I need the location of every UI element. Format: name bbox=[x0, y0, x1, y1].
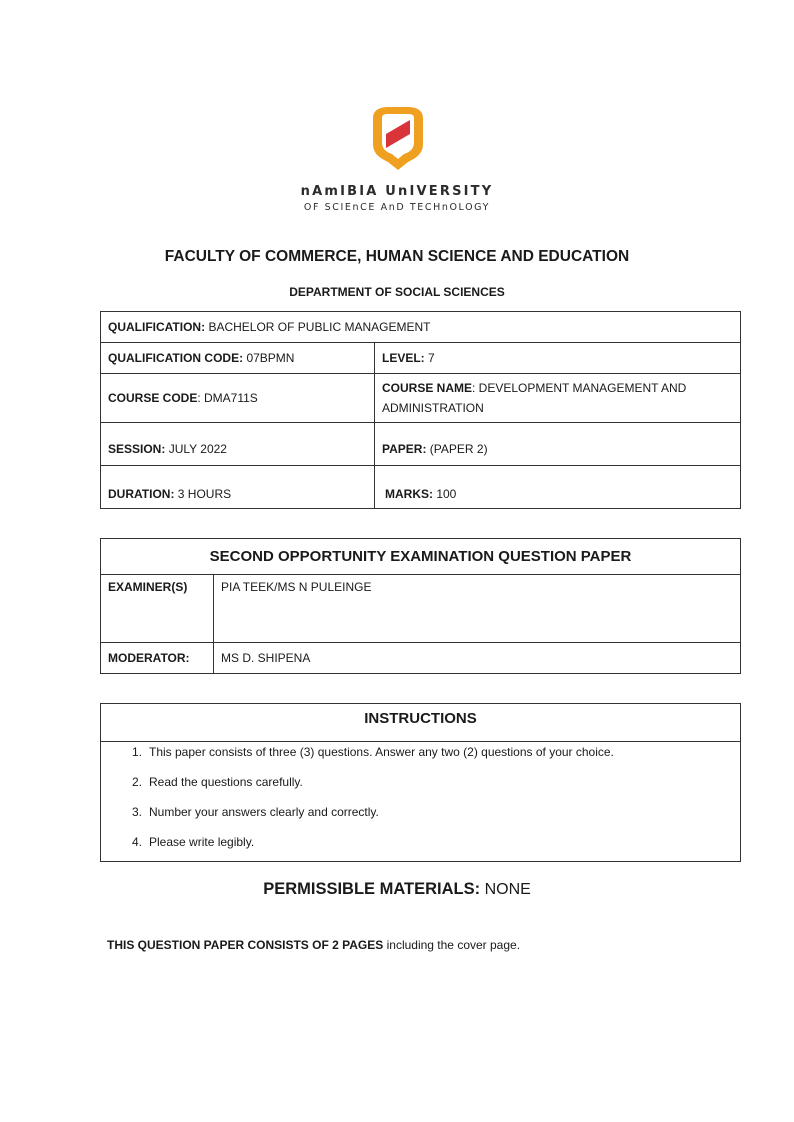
duration-value: 3 HOURS bbox=[174, 487, 232, 501]
course-code-cell bbox=[101, 374, 375, 423]
page-count-bold: THIS QUESTION PAPER CONSISTS OF 2 PAGES bbox=[107, 938, 384, 952]
instruction-number: 4. bbox=[131, 835, 142, 849]
qualification-code-value: 07BPMN bbox=[243, 351, 295, 365]
instruction-text: Read the questions carefully. bbox=[149, 775, 303, 789]
qualification-code-label: QUALIFICATION CODE: bbox=[108, 351, 244, 365]
instructions-box bbox=[100, 703, 741, 862]
instruction-number: 2. bbox=[131, 775, 142, 789]
instruction-item bbox=[101, 772, 740, 802]
session-label: SESSION: bbox=[108, 442, 166, 456]
course-code-value: : DMA711S bbox=[197, 391, 258, 405]
university-logo bbox=[370, 104, 426, 172]
paper-cell bbox=[375, 423, 741, 466]
level-value: 7 bbox=[424, 351, 435, 365]
exam-title: SECOND OPPORTUNITY EXAMINATION QUESTION PAPER bbox=[101, 539, 741, 575]
session-cell bbox=[101, 423, 375, 466]
instruction-item bbox=[101, 832, 740, 862]
duration-label: DURATION: bbox=[108, 487, 175, 501]
instruction-item bbox=[101, 742, 740, 772]
permissible-value: NONE bbox=[480, 881, 531, 898]
course-name-label: COURSE NAME bbox=[382, 381, 473, 395]
instruction-number: 3. bbox=[131, 805, 142, 819]
examiners-value: PIA TEEK/MS N PULEINGE bbox=[214, 575, 741, 643]
examiners-label: EXAMINER(S) bbox=[101, 575, 214, 643]
marks-label: MARKS: bbox=[385, 487, 433, 501]
moderator-label: MODERATOR: bbox=[101, 643, 214, 674]
instruction-text: Number your answers clearly and correctly. bbox=[149, 805, 379, 819]
course-info-table bbox=[100, 311, 741, 509]
marks-value: 100 bbox=[433, 487, 457, 501]
instructions-list bbox=[101, 742, 740, 862]
paper-label: PAPER: bbox=[382, 442, 427, 456]
qualification-value: BACHELOR OF PUBLIC MANAGEMENT bbox=[205, 320, 431, 334]
level-label: LEVEL: bbox=[382, 351, 425, 365]
course-code-label: COURSE CODE bbox=[108, 391, 198, 405]
instruction-item bbox=[101, 802, 740, 832]
examination-table bbox=[100, 538, 741, 674]
paper-value: (PAPER 2) bbox=[426, 442, 488, 456]
instruction-number: 1. bbox=[131, 745, 142, 759]
moderator-value: MS D. SHIPENA bbox=[214, 643, 741, 674]
session-value: JULY 2022 bbox=[165, 442, 227, 456]
marks-cell bbox=[375, 466, 741, 509]
page-count-rest: including the cover page. bbox=[383, 938, 521, 952]
faculty-title: FACULTY OF COMMERCE, HUMAN SCIENCE AND EDUCATION bbox=[164, 248, 630, 265]
qualification-cell bbox=[101, 312, 741, 343]
duration-cell bbox=[101, 466, 375, 509]
university-subname: OF SCIEnCE AnD TECHnOLOGY bbox=[303, 202, 491, 213]
page-count-note bbox=[107, 938, 520, 952]
qualification-label: QUALIFICATION: bbox=[108, 320, 206, 334]
course-name-value: : DEVELOPMENT MANAGEMENT AND ADMINISTRATION bbox=[382, 381, 687, 415]
instruction-text: This paper consists of three (3) questions. Answer any two (2) questions of your choice. bbox=[149, 745, 614, 759]
level-cell bbox=[375, 343, 741, 374]
university-name: nAmIBIA UnIVERSITY bbox=[300, 184, 494, 199]
qualification-code-cell bbox=[101, 343, 375, 374]
instructions-heading: INSTRUCTIONS bbox=[101, 704, 740, 742]
permissible-label: PERMISSIBLE MATERIALS: bbox=[263, 880, 481, 898]
department-title: DEPARTMENT OF SOCIAL SCIENCES bbox=[289, 285, 505, 299]
course-name-cell bbox=[375, 374, 741, 423]
permissible-materials bbox=[0, 880, 794, 899]
instruction-text: Please write legibly. bbox=[149, 835, 255, 849]
